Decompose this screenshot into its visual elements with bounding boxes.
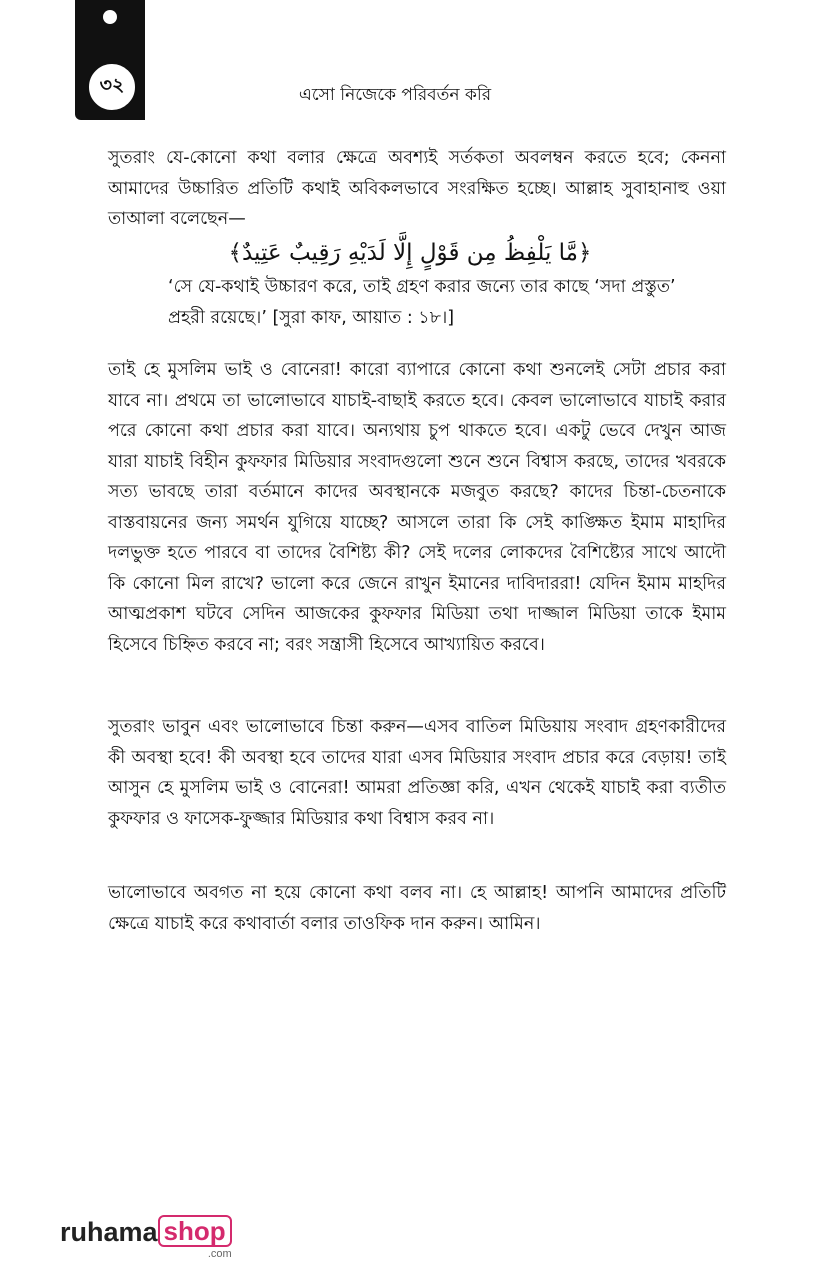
verse-translation: ‘সে যে-কথাই উচ্চারণ করে, তাই গ্রহণ করার জন্যে তার কাছে ‘সদা প্রস্তুত’ প্রহরী রয়েছে।’ [সুরা কাফ, আয়াত : ১৮।]	[168, 277, 676, 328]
ruhamashop-logo	[60, 1215, 232, 1259]
logo-com-text: .com	[207, 1248, 232, 1260]
paragraph-2: তাই হে মুসলিম ভাই ও বোনেরা! কারো ব্যাপারে কোনো কথা শুনলেই সেটা প্রচার করা যাবে না। প্রথমে তা ভালোভাবে যাচাই-বাছাই করতে হবে। কেবল ভালোভাবে যাচাই করার পরে কোনো কথা প্রচার করা যাবে। অন্যথায় চুপ থাকতে হবে। একটু ভেবে দেখুন আজ যারা যাচাই বিহীন কুফফার মিডিয়ার সংবাদগুলো শুনে শুনে বিশ্বাস করছে, তাদের খবরকে সত্য ভাবছে তারা বর্তমানে কাদের অবস্থানকে মজবুত করছে? কাদের চিন্তা-চেতনাকে বাস্তবায়নের জন্য সমর্থন যুগিয়ে যাচ্ছে? আসলে তারা কি সেই কাঙ্ক্ষিত ইমাম মাহাদির দলভুক্ত হতে পারবে বা তাদের বৈশিষ্ট্য কী? সেই দলের লোকদের বৈশিষ্ট্যের সাথে আদৌ কি কোনো মিল রাখে? ভালো করে জেনে রাখুন ইমানের দাবিদাররা! যেদিন ইমাম মাহদির আত্মপ্রকাশ ঘটবে সেদিন আজকের কুফফার মিডিয়া তথা দাজ্জাল মিডিয়া তাকে ইমাম হিসেবে চিহ্নিত করবে না; বরং সন্ত্রাসী হিসেবে আখ্যায়িত করবে।	[108, 360, 726, 655]
running-head: এসো নিজেকে পরিবর্তন করি	[298, 85, 492, 105]
page-tab	[75, 0, 145, 120]
logo-shop-text: shop	[158, 1215, 232, 1247]
paragraph-1: সুতরাং যে-কোনো কথা বলার ক্ষেত্রে অবশ্যই সর্তকতা অবলম্বন করতে হবে; কেননা আমাদের উচ্চারিত প্রতিটি কথাই অবিকলভাবে সংরক্ষিত হচ্ছে। আল্লাহ সুবাহানাহু ওয়া তাআলা বলেছেন—	[108, 148, 726, 229]
paragraph-4: ভালোভাবে অবগত না হয়ে কোনো কথা বলব না। হে আল্লাহ! আপনি আমাদের প্রতিটি ক্ষেত্রে যাচাই করে কথাবার্তা বলার তাওফিক দান করুন। আমিন।	[108, 883, 726, 934]
logo-shop-box	[158, 1215, 232, 1260]
paragraph-3: সুতরাং ভাবুন এবং ভালোভাবে চিন্তা করুন—এসব বাতিল মিডিয়ায় সংবাদ গ্রহণকারীদের কী অবস্থা হবে! কী অবস্থা হবে তাদের যারা এসব মিডিয়ার সংবাদ প্রচার করে বেড়ায়! তাই আসুন হে মুসলিম ভাই ও বোনেরা! আমরা প্রতিজ্ঞা করি, এখন থেকেই যাচাই করা ব্যতীত কুফফার ও ফাসেক-ফুজ্জার মিডিয়ার কথা বিশ্বাস করব না।	[108, 717, 726, 829]
page-number: ৩২	[87, 62, 137, 112]
arabic-verse: ﴿مَّا يَلْفِظُ مِن قَوْلٍ إِلَّا لَدَيْهِ رَقِيبٌ عَتِيدٌ﴾	[228, 240, 592, 266]
tab-hole-icon	[103, 10, 117, 24]
logo-ruhama-text: ruhama	[60, 1217, 158, 1247]
